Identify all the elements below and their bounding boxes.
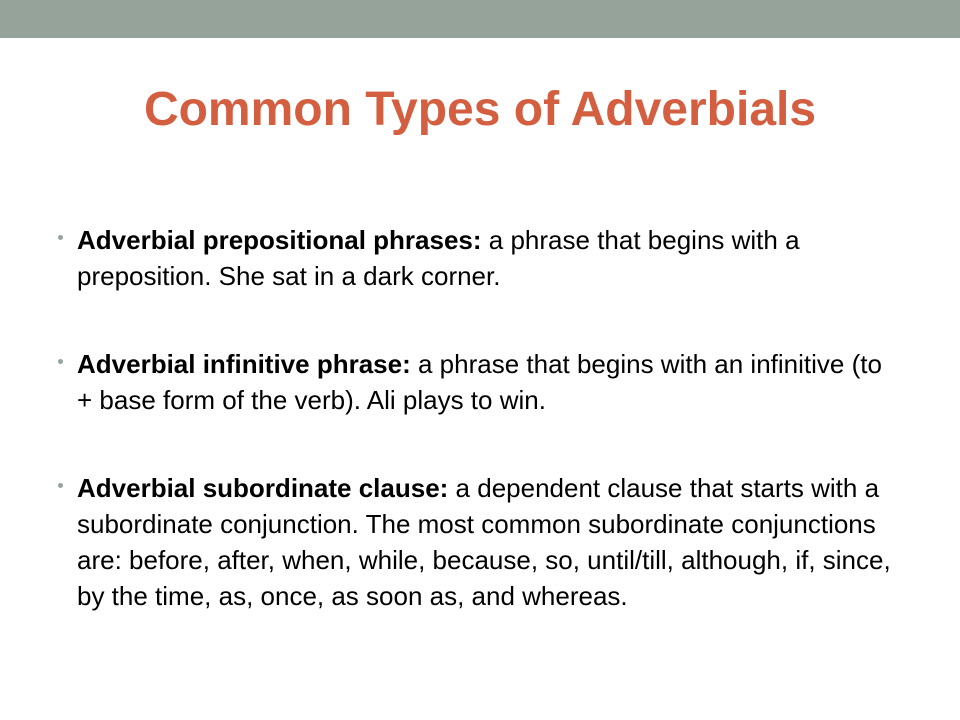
slide-title: Common Types of Adverbials: [143, 83, 817, 136]
bullet-term: Adverbial infinitive phrase:: [77, 349, 411, 379]
bullet-list: [58, 222, 898, 614]
bullet-dot-icon: [58, 483, 63, 488]
bullet-text: a phrase that begins with a preposition. She sat in a dark corner.: [77, 225, 800, 291]
bullet-term: Adverbial prepositional phrases:: [77, 225, 482, 255]
bullet-item-infinitive: [58, 346, 898, 418]
bullet-term: Adverbial subordinate clause:: [77, 473, 449, 503]
bullet-text: a dependent clause that starts with a subordinate conjunction. The most common subordinate conjunctions are: before, after, when, while, because, so, until/till, although, if, since, by the time, as, once, as soon as, and whereas.: [77, 473, 891, 611]
bullet-dot-icon: [58, 359, 63, 364]
bullet-dot-icon: [58, 235, 63, 240]
bullet-text: a phrase that begins with an infinitive (to + base form of the verb). Ali plays to win.: [77, 349, 882, 415]
bullet-item-subordinate: [58, 470, 898, 614]
top-accent-bar: [0, 0, 960, 38]
bullet-item-prepositional: [58, 222, 898, 294]
